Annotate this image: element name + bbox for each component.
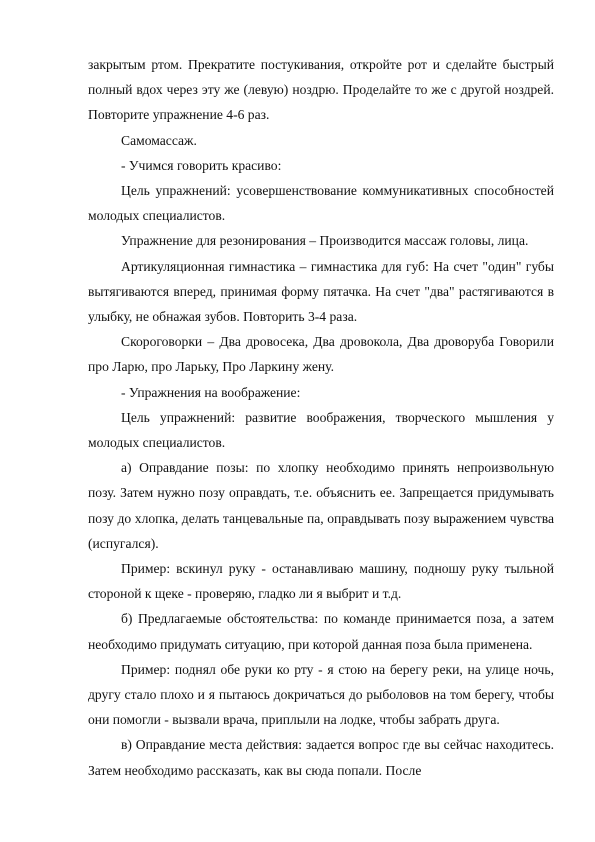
paragraph: - Упражнения на воображение: — [121, 384, 301, 400]
paragraph: а) Оправдание позы: по хлопку необходимо принять непроизвольную позу. Затем нужно позу оправдать, т.е. объяснить ее. Запрещается придумывать позу до хлопка, делать танцевальные па, оправдывать позу выражением чувства (испугался). — [88, 460, 554, 551]
paragraph: Цель упражнений: усовершенствование коммуникативных способностей молодых специалистов. — [88, 183, 554, 224]
paragraph: Пример: вскинул руку - останавливаю машину, подношу руку тыльной стороной к щеке - проверяю, гладко ли я выбрит и т.д. — [88, 561, 554, 602]
paragraph: Пример: поднял обе руки ко рту - я стою на берегу реки, на улице ночь, другу стало плохо и я пытаюсь докричаться до рыболовов на том берегу, чтобы они помогли - вызвали врача, приплыли на лодке, чтобы забрать друга. — [88, 661, 554, 728]
paragraph: Цель упражнений: развитие воображения, творческого мышления у молодых специалистов. — [88, 409, 554, 451]
paragraph: Артикуляционная гимнастика – гимнастика для губ: На счет "один" губы вытягиваются вперед, принимая форму пятачка. На счет "два" растягиваются в улыбку, не обнажая зубов. Повторить 3-4 раза. — [88, 258, 554, 325]
paragraph: в) Оправдание места действия: задается вопрос где вы сейчас находитесь. Затем необходимо рассказать, как вы сюда попали. После — [88, 737, 554, 778]
paragraph: - Учимся говорить красиво: — [121, 157, 282, 173]
document-page — [88, 52, 554, 783]
paragraph: Скороговорки – Два дровосека, Два дровокола, Два дроворуба Говорили про Ларю, про Ларьку, Про Ларкину жену. — [88, 334, 554, 375]
paragraph: б) Предлагаемые обстоятельства: по команде принимается поза, а затем необходимо придумать ситуацию, при которой данная поза была применена. — [88, 611, 554, 652]
paragraph: Самомассаж. — [121, 132, 197, 148]
paragraph: закрытым ртом. Прекратите постукивания, откройте рот и сделайте быстрый полный вдох через эту же (левую) ноздрю. Проделайте то же с другой ноздрей. Повторите упражнение 4-6 раз. — [88, 57, 554, 123]
paragraph: Упражнение для резонирования – Производится массаж головы, лица. — [121, 233, 529, 249]
